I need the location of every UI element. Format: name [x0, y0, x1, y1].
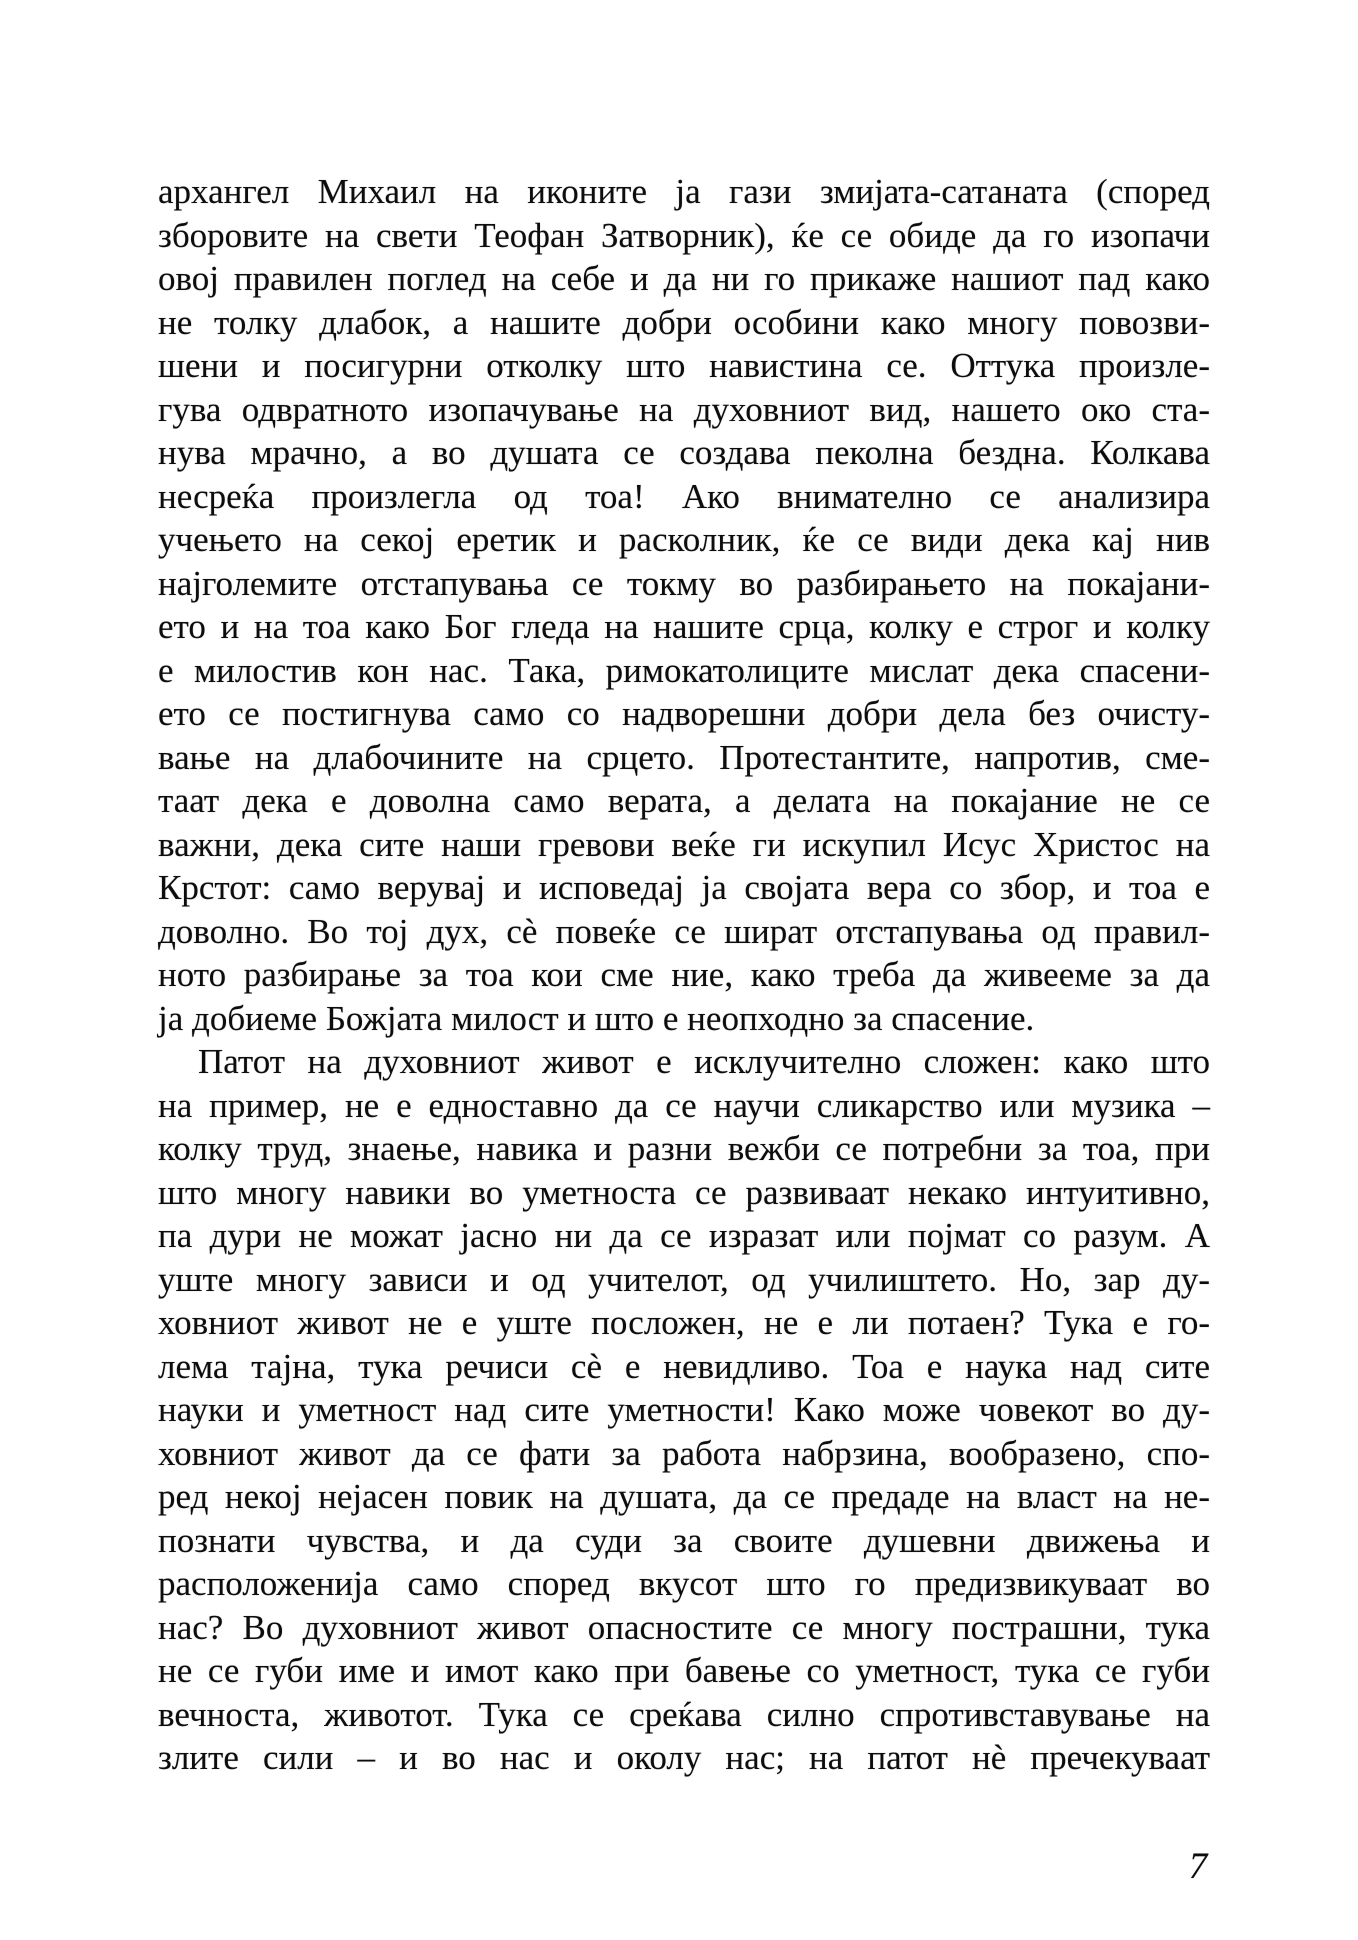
text-line: гува одвратното изопачување на духовниот вид, нашето око ста-	[158, 389, 1210, 429]
text-line: шени и посигурни отколку што навистина се. Оттука произле-	[158, 346, 1210, 385]
text-line: доволно. Во тој дух, сѐ повеќе се шират отстапувања од правил-	[158, 911, 1210, 951]
text-line: злите сили – и во нас и околу нас; на патот нѐ пречекуваат	[158, 1738, 1210, 1777]
text-line: ховниот живот не е уште посложен, не е ли потаен? Тука е го-	[158, 1303, 1210, 1342]
text-line: зборовите на свети Теофан Затворник), ќе се обиде да го изопачи	[158, 215, 1210, 255]
text-line: нас? Во духовниот живот опасностите се многу пострашни, тука	[158, 1607, 1210, 1647]
text-line: несреќа произлегла од тоа! Ако внимателно се анализира	[158, 476, 1210, 516]
text-line: не толку длабок, а нашите добри особини како многу повозви-	[158, 302, 1210, 342]
text-line: па дури не можат јасно ни да се изразат или појмат со разум. А	[158, 1216, 1210, 1255]
text-line: е милостив кон нас. Така, римокатолиците мислат дека спасени-	[158, 650, 1210, 690]
text-line: ја добиеме Божјата милост и што е неопходно за спасение.	[158, 998, 1035, 1038]
text-line: ред некој нејасен повик на душата, да се предаде на власт на не-	[158, 1477, 1210, 1516]
text-line: ето и на тоа како Бог гледа на нашите срца, колку е строг и колку	[158, 607, 1210, 646]
text-line: важни, дека сите наши гревови веќе ги искупил Исус Христос на	[158, 824, 1210, 864]
text-line: архангел Михаил на иконите ја гази змијата-сатаната (според	[158, 172, 1210, 211]
text-line: не се губи име и имот како при бавење со уметност, тука се губи	[158, 1651, 1210, 1690]
body-text	[158, 170, 1210, 1780]
text-line: науки и уметност над сите уметности! Како може човекот во ду-	[158, 1390, 1210, 1429]
page-number: 7	[1188, 1846, 1208, 1887]
text-line: ето се постигнува само со надворешни добри дела без очисту-	[158, 694, 1210, 733]
text-line: познати чувства, и да суди за своите душевни движења и	[158, 1520, 1210, 1560]
text-line: колку труд, знаење, навика и разни вежби се потребни за тоа, при	[158, 1129, 1210, 1168]
text-line: таат дека е доволна само верата, а делата на покајание не се	[158, 781, 1210, 820]
text-line: вање на длабочините на срцето. Протестантите, напротив, сме-	[158, 737, 1210, 777]
text-line: најголемите отстапувања се токму во разбирањето на покајани-	[158, 563, 1210, 603]
text-line: ховниот живот да се фати за работа набрзина, вообразено, спо-	[158, 1433, 1210, 1473]
text-line: Патот на духовниот живот е исклучително сложен: како што	[198, 1042, 1210, 1081]
text-line: уште многу зависи и од учителот, од училиштето. Но, зар ду-	[158, 1259, 1210, 1299]
text-line: што многу навики во уметноста се развиваат некако интуитивно,	[158, 1172, 1210, 1212]
text-line: на пример, не е едноставно да се научи сликарство или музика –	[158, 1085, 1210, 1125]
text-line: Крстот: само верувај и исповедај ја својата вера со збор, и тоа е	[158, 868, 1210, 907]
text-line: лема тајна, тука речиси сѐ е невидливо. Тоа е наука над сите	[158, 1346, 1210, 1386]
text-line: ното разбирање за тоа кои сме ние, како треба да живееме за да	[158, 955, 1210, 994]
text-line: нува мрачно, а во душата се создава пеколна бездна. Колкава	[158, 433, 1210, 472]
text-line: овој правилен поглед на себе и да ни го прикаже нашиот пад како	[158, 259, 1210, 298]
text-line: учењето на секој еретик и расколник, ќе се види дека кај нив	[158, 520, 1210, 559]
text-line: вечноста, животот. Тука се среќава силно спротивставување на	[158, 1694, 1210, 1734]
text-line: расположенија само според вкусот што го предизвикуваат во	[158, 1564, 1210, 1603]
